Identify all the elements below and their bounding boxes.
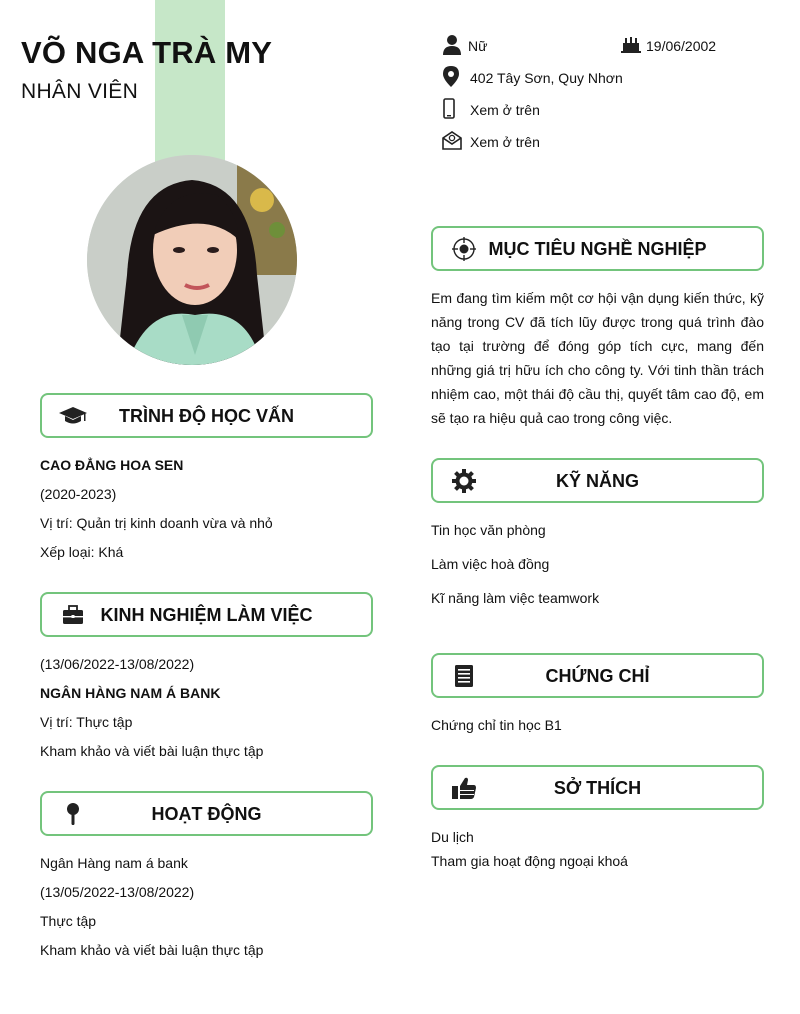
envelope-icon bbox=[442, 130, 464, 154]
accent-strip bbox=[155, 0, 225, 162]
certificates-header bbox=[431, 653, 764, 698]
candidate-name: VÕ NGA TRÀ MY bbox=[21, 35, 273, 70]
education-title: TRÌNH ĐỘ HỌC VẤN bbox=[119, 406, 294, 426]
skill-item: Làm việc hoà đồng bbox=[431, 556, 550, 572]
experience-period: (13/06/2022-13/08/2022) bbox=[40, 656, 195, 672]
experience-description: Kham khảo và viết bài luận thực tập bbox=[40, 743, 264, 759]
email-text: Xem ở trên bbox=[470, 134, 540, 150]
education-header bbox=[40, 393, 373, 438]
objective-text: Em đang tìm kiếm một cơ hội vận dụng kiến thức, kỹ năng trong CV đã tích lũy được trong quá trình đào tạo tại trường để đóng góp tích cực, mang đến những giá trị hữu ích cho công ty. Với tinh thần trách nhiệm cao, một thái độ cầu thị, quyết tâm cao độ, em sẽ tạo ra hiệu quả cao trong công việc. bbox=[431, 290, 764, 426]
map-pin-icon bbox=[442, 66, 464, 90]
education-position: Vị trí: Quản trị kinh doanh vừa và nhỏ bbox=[40, 515, 273, 531]
objective-header bbox=[431, 226, 764, 271]
education-grade: Xếp loại: Khá bbox=[40, 544, 124, 560]
activities-organization: Ngân Hàng nam á bank bbox=[40, 855, 188, 871]
experience-company: NGÂN HÀNG NAM Á BANK bbox=[40, 685, 221, 701]
certificates-title: CHỨNG CHỈ bbox=[545, 666, 650, 686]
birthday-text: 19/06/2002 bbox=[646, 38, 717, 54]
certificate-item: Chứng chỉ tin học B1 bbox=[431, 717, 562, 733]
hobbies-title: SỞ THÍCH bbox=[553, 778, 642, 798]
activities-period: (13/05/2022-13/08/2022) bbox=[40, 884, 195, 900]
experience-position: Vị trí: Thực tập bbox=[40, 714, 133, 730]
education-school: CAO ĐẲNG HOA SEN bbox=[40, 457, 184, 473]
experience-title: KINH NGHIỆM LÀM VIỆC bbox=[100, 605, 313, 625]
objective-title: MỤC TIÊU NGHỀ NGHIỆP bbox=[488, 239, 707, 259]
phone-icon bbox=[442, 98, 464, 122]
skill-item: Tin học văn phòng bbox=[431, 522, 546, 538]
education-period: (2020-2023) bbox=[40, 486, 117, 502]
experience-header bbox=[40, 592, 373, 637]
hobby-item: Du lịch bbox=[431, 829, 474, 845]
activities-role: Thực tập bbox=[40, 913, 97, 929]
activities-title: HOẠT ĐỘNG bbox=[151, 804, 262, 824]
skill-item: Kĩ năng làm việc teamwork bbox=[431, 590, 600, 606]
cake-icon bbox=[621, 34, 643, 58]
avatar bbox=[87, 155, 297, 365]
phone-text: Xem ở trên bbox=[470, 102, 540, 118]
activities-header bbox=[40, 791, 373, 836]
activities-description: Kham khảo và viết bài luận thực tập bbox=[40, 942, 264, 958]
hobby-item: Tham gia hoạt động ngoại khoá bbox=[431, 853, 628, 869]
hobbies-header bbox=[431, 765, 764, 810]
candidate-role: NHÂN VIÊN bbox=[21, 80, 139, 103]
user-icon bbox=[442, 34, 464, 58]
address-text: 402 Tây Sơn, Quy Nhơn bbox=[470, 70, 623, 86]
skills-title: KỸ NĂNG bbox=[555, 471, 639, 491]
skills-header bbox=[431, 458, 764, 503]
gender-text: Nữ bbox=[468, 38, 488, 54]
